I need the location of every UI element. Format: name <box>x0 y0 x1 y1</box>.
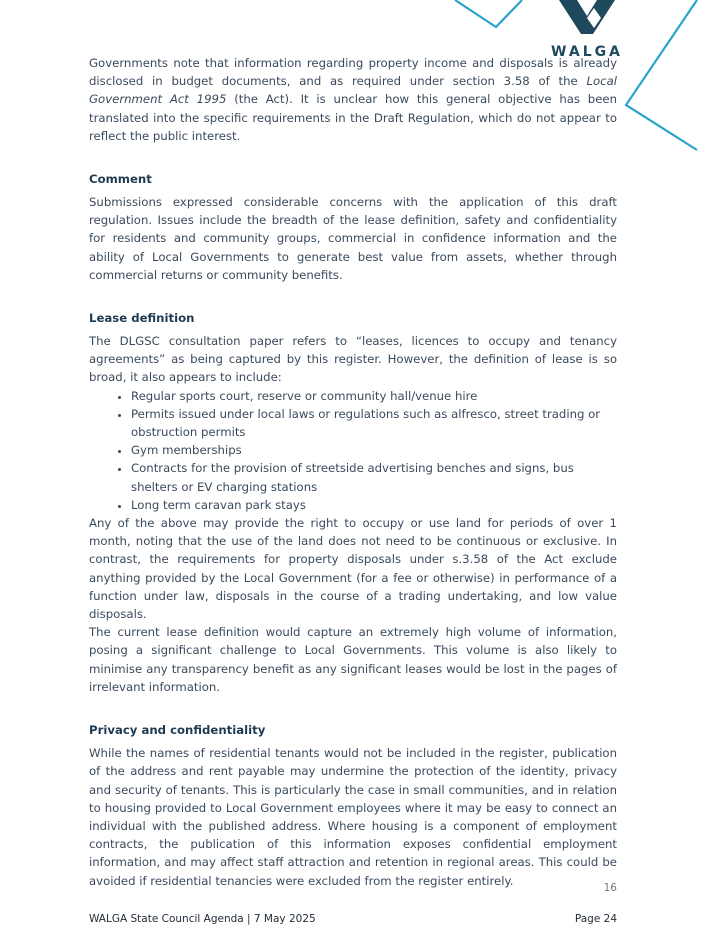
footer-page-label: Page 24 <box>574 913 617 925</box>
comment-paragraph: Submissions expressed considerable concerns with the application of this draft regulation. Issues include the breadth of the lease definition, safety and confidentiality for residents and community groups, commercial in confidence information and the ability of Local Governments to generate best value from assets, whether through commercial returns or community benefits. <box>89 195 617 282</box>
list-item: • Regular sports court, reserve or community hall/venue hire <box>131 387 617 405</box>
lease-paragraph-2: The current lease definition would capture an extremely high volume of information, posing a significant challenge to Local Governments. This volume is also likely to minimise any transparency benefit as any significant leases would be lost in the pages of irrelevant information. <box>89 625 617 694</box>
footer-agenda-title: WALGA State Council Agenda | 7 May 2025 <box>89 913 316 925</box>
lease-definition-heading: Lease definition <box>89 311 195 326</box>
list-item: • Gym memberships <box>131 441 617 459</box>
logo-wordmark: WALGA <box>551 44 623 60</box>
lease-intro-paragraph: The DLGSC consultation paper refers to “leases, licences to occupy and tenancy agreements” as being captured by this register. However, the definition of lease is so broad, it also appears to include: <box>89 334 617 385</box>
document-page-number: 16 <box>603 882 617 894</box>
document-body <box>89 54 617 890</box>
list-item: • Contracts for the provision of streetside advertising benches and signs, bus shelters or EV charging stations <box>131 459 617 495</box>
lease-items-list <box>89 387 617 514</box>
privacy-heading: Privacy and confidentiality <box>89 723 266 738</box>
intro-paragraph: Governments note that information regarding property income and disposals is already disclosed in budget documents, and as required under section 3.58 of the Local Government Act 1995 (the Act). It is unclear how this general objective has been translated into the specific requirements in the Draft Regulation, which do not appear to reflect the public interest. <box>89 56 617 143</box>
comment-heading: Comment <box>89 172 152 187</box>
list-item: • Permits issued under local laws or regulations such as alfresco, street trading or obstruction permits <box>131 405 617 441</box>
privacy-paragraph: While the names of residential tenants would not be included in the register, publication of the address and rent payable may undermine the protection of the identity, privacy and security of tenants. This is particularly the case in small communities, and in relation to housing provided to Local Government employees where it may be easy to connect an individual with the published address. Where housing is a component of employment contracts, the publication of this information exposes confidential employment information, and may affect staff attraction and retention in regional areas. This could be avoided if residential tenancies were excluded from the register entirely. <box>89 746 617 888</box>
act-name: Local Government Act 1995 <box>89 74 617 107</box>
list-item: • Long term caravan park stays <box>131 496 617 514</box>
lease-paragraph-1: Any of the above may provide the right to occupy or use land for periods of over 1 month, noting that the use of the land does not need to be continuous or exclusive. In contrast, the requirements for property disposals under s.3.58 of the Act exclude anything provided by the Local Government (for a fee or otherwise) in performance of a function under law, disposals in the course of a trading undertaking, and low value disposals. <box>89 516 617 622</box>
